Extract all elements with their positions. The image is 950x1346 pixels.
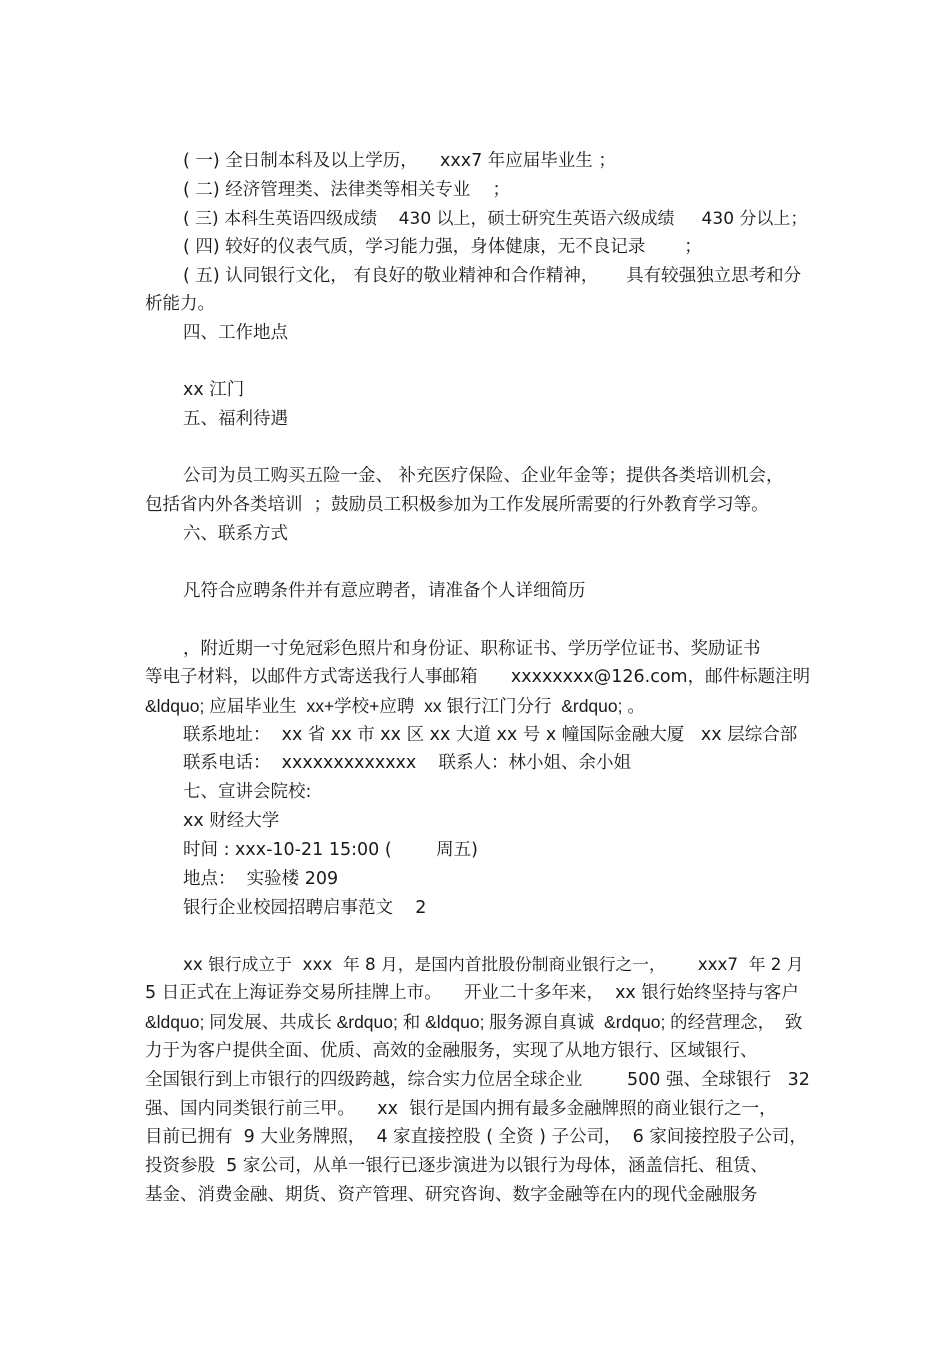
section-heading-location: 四、工作地点 [183, 323, 288, 343]
requirement-line-1: ( 一) 全日制本科及以上学历， xxx7 年应届毕业生 ； [183, 151, 616, 171]
contact-line-2: ，附近期一寸免冠彩色照片和身份证、职称证书、学历学位证书、奖励证书 [183, 639, 761, 659]
contact-phone: 联系电话： xxxxxxxxxxxxx 联系人：林小姐、余小姐 [183, 753, 632, 773]
paragraph-line-1: xx 银行成立于 xxx 年 8 月，是国内首批股份制商业银行之一， xxx7 年 2 月 [183, 954, 804, 974]
paragraph-line-9: 基金、消费金融、期货、资产管理、研究咨询、数字金融等在内的现代金融服务 [145, 1185, 758, 1205]
contact-line-1: 凡符合应聘条件并有意应聘者，请准备个人详细简历 [183, 581, 586, 601]
paragraph-line-8: 投资参股 5 家公司，从单一银行已逐步演进为以银行为母体，涵盖信托、租赁、 [145, 1156, 768, 1176]
contact-line-3: 等电子材料，以邮件方式寄送我行人事邮箱 xxxxxxxx@126.com，邮件标题注明 [145, 667, 811, 687]
paragraph-line-6: 强、国内同类银行前三甲。 xx 银行是国内拥有最多金融牌照的商业银行之一， [145, 1099, 777, 1119]
seminar-time: 时间 : xxx-10-21 15:00 ( 周五) [183, 840, 478, 860]
paragraph-line-2: 5 日正式在上海证券交易所挂牌上市。 开业二十多年来， xx 银行始终坚持与客户 [145, 983, 799, 1003]
paragraph-line-5: 全国银行到上市银行的四级跨越，综合实力位居全球企业 500 强、全球银行 32 [145, 1070, 810, 1090]
requirement-line-5-cont: 析能力。 [145, 294, 215, 314]
benefits-line-1: 公司为员工购买五险一金、 补充医疗保险、企业年金等；提供各类培训机会， [183, 466, 784, 486]
benefits-line-2: 包括省内外各类培训 ；鼓励员工积极参加为工作发展所需要的行外教育学习等。 [145, 495, 769, 515]
requirement-line-5: ( 五) 认同银行文化， 有良好的敬业精神和合作精神， 具有较强独立思考和分 [183, 266, 802, 286]
section-heading-contact: 六、联系方式 [183, 524, 288, 544]
seminar-place: 地点： 实验楼 209 [183, 869, 339, 889]
requirement-line-4: ( 四) 较好的仪表气质，学习能力强，身体健康，无不良记录 ； [183, 237, 702, 257]
contact-line-4: &ldquo; 应届毕业生 xx+学校+应聘 xx 银行江门分行 &rdquo; 。 [145, 696, 645, 716]
paragraph-line-4: 力于为客户提供全面、优质、高效的金融服务，实现了从地方银行、区域银行、 [145, 1041, 758, 1061]
article-title: 银行企业校园招聘启事范文 2 [183, 898, 427, 918]
paragraph-line-7: 目前已拥有 9 大业务牌照， 4 家直接控股 ( 全资 ) 子公司， 6 家间接控股子公司， [145, 1127, 807, 1147]
requirement-line-3: ( 三) 本科生英语四级成绩 430 以上，硕士研究生英语六级成绩 430 分以上； [183, 209, 808, 229]
requirement-line-2: ( 二) 经济管理类、法律类等相关专业 ； [183, 180, 511, 200]
seminar-school: xx 财经大学 [183, 811, 280, 831]
location-text: xx 江门 [183, 380, 245, 400]
section-heading-seminar: 七、宣讲会院校: [183, 782, 312, 802]
section-heading-benefits: 五、福利待遇 [183, 409, 288, 429]
paragraph-line-3: &ldquo; 同发展、共成长 &rdquo; 和 &ldquo; 服务源自真诚 &rdquo; 的经营理念， 致 [145, 1012, 803, 1032]
contact-address: 联系地址： xx 省 xx 市 xx 区 xx 大道 xx 号 x 幢国际金融大厦 xx 层综合部 [183, 725, 798, 745]
